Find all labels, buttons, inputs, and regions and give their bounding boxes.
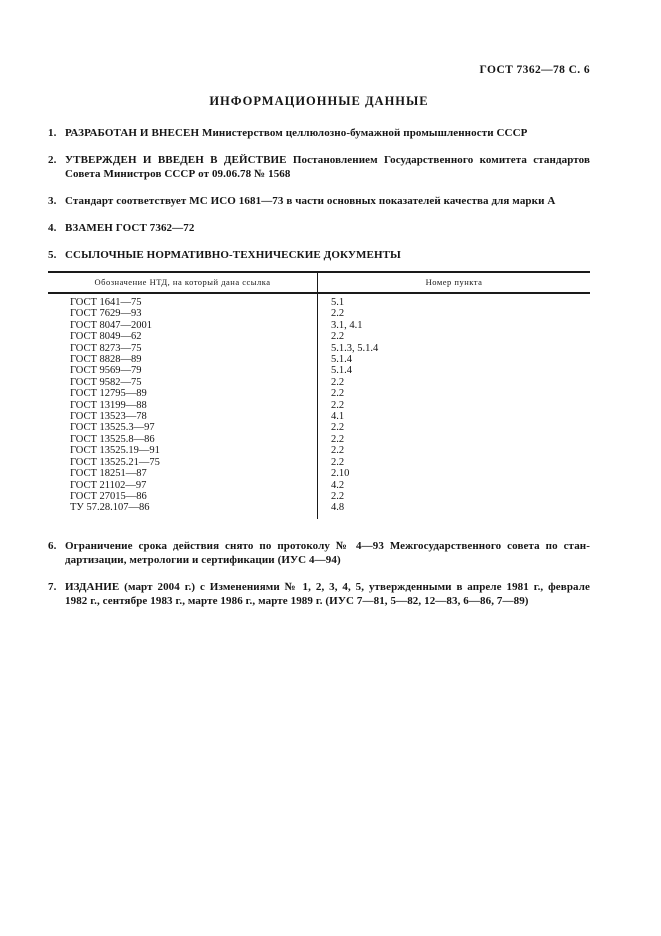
page-title: ИНФОРМАЦИОННЫЕ ДАННЫЕ [209,94,429,108]
item-text-line: УТВЕРЖДЕН И ВВЕДЕН В ДЕЙСТВИЕ Постановлением Государственного комитета стандартов [65,154,590,166]
table-row [48,377,590,388]
table-row [48,491,590,502]
clause-number-cell: 2.10 [331,468,350,480]
ntd-designation-cell: ГОСТ 18251—87 [48,468,318,479]
table-row [48,343,590,354]
table-row [48,434,590,445]
table-row [48,457,590,468]
table-row [48,294,590,308]
item-number: 1. [48,127,57,139]
ntd-designation-cell: ГОСТ 13525.8—86 [48,434,318,445]
clause-number-cell: 2.2 [331,422,345,434]
list-item-5 [48,248,590,262]
item-text-line: Стандарт соответствует МС ИСО 1681—73 в части основных показателей качества для марки А [65,195,556,207]
table-row [48,388,590,399]
clause-number-cell: 2.2 [331,388,345,400]
item-text-line: 1982 г., сентябре 1983 г., марте 1986 г., марте 1989 г. (ИУС 7—81, 5—82, 12—83, 6—86, 7—89) [65,594,529,607]
table-row [48,480,590,491]
item-text-line: РАЗРАБОТАН И ВНЕСЕН Министерством целлюлозно-бумажной промышленности СССР [65,127,528,139]
clause-number-cell: 2.2 [331,399,345,411]
ntd-designation-cell: ГОСТ 27015—86 [48,491,318,502]
item-text-line: ИЗДАНИЕ (март 2004 г.) с Изменениями № 1, 2, 3, 4, 5, утвержденными в апреле 1981 г., феврале [65,580,590,593]
table-header-row [48,271,590,294]
item-number: 4. [48,222,57,234]
clause-number-cell: 3.1, 4.1 [331,319,363,331]
list-item-2 [48,153,590,181]
clause-number-cell: 2.2 [331,376,345,388]
table-row [48,354,590,365]
table-row [48,320,590,331]
page-header: ГОСТ 7362—78 С. 6 [479,64,590,76]
item-text-line: ССЫЛОЧНЫЕ НОРМАТИВНО-ТЕХНИЧЕСКИЕ ДОКУМЕНТЫ [65,249,401,261]
item-text-line: Совета Министров СССР от 09.06.78 № 1568 [65,168,291,180]
ntd-designation-cell: ГОСТ 8273—75 [48,343,318,354]
clause-number-cell: 4.2 [331,479,345,491]
clause-number-cell: 2.2 [331,308,345,320]
ntd-designation-cell: ГОСТ 13525.19—91 [48,445,318,456]
clause-number-cell: 2.2 [331,445,345,457]
table-row [48,365,590,376]
clause-number-cell: 5.1.4 [331,365,352,377]
clause-number-cell: 2.2 [331,331,345,343]
ntd-designation-cell: ГОСТ 8828—89 [48,354,318,365]
ntd-designation-cell: ГОСТ 9582—75 [48,377,318,388]
ntd-designation-cell: ГОСТ 13525.3—97 [48,422,318,433]
table-row [48,422,590,433]
ntd-designation-cell: ГОСТ 13525.21—75 [48,457,318,468]
item-text-line: ВЗАМЕН ГОСТ 7362—72 [65,222,195,234]
item-number: 3. [48,195,57,207]
clause-number-cell: 4.8 [331,502,345,514]
table-row [48,400,590,411]
table-row [48,502,590,513]
item-text-line: дартизации, метрологии и сертификации (ИУС 4—94) [65,553,341,566]
list-item-1 [48,126,590,140]
item-number: 5. [48,249,57,261]
table-row [48,468,590,479]
table-row [48,331,590,342]
ntd-designation-cell: ГОСТ 1641—75 [48,294,318,308]
table-body [48,294,590,514]
clause-number-cell: 2.2 [331,456,345,468]
item-number: 6. [48,539,57,552]
ntd-designation-cell: ГОСТ 8047—2001 [48,320,318,331]
item-text-line: Ограничение срока действия снято по протоколу № 4—93 Межгосударственного совета по стан- [65,539,590,552]
table-row [48,411,590,422]
clause-number-cell: 4.1 [331,411,345,423]
table-divider-stub [48,514,590,519]
table-row [48,308,590,319]
clause-number-cell: 5.1.4 [331,354,352,366]
list-item-4 [48,221,590,235]
ntd-designation-header: Обозначение НТД, на который дана ссылка [48,273,318,292]
ntd-designation-cell: ГОСТ 13523—78 [48,411,318,422]
item-number: 7. [48,580,57,593]
list-item-3 [48,194,590,208]
references-table [48,271,590,519]
ntd-designation-cell: ГОСТ 7629—93 [48,308,318,319]
clause-number-cell: 5.1 [331,297,345,308]
clause-number-header: Номер пункта [425,277,483,287]
ntd-designation-cell: ГОСТ 13199—88 [48,400,318,411]
ntd-designation-cell: ГОСТ 21102—97 [48,480,318,491]
ntd-designation-cell: ТУ 57.28.107—86 [48,502,318,513]
ntd-designation-cell: ГОСТ 8049—62 [48,331,318,342]
ntd-designation-cell: ГОСТ 12795—89 [48,388,318,399]
item-number: 2. [48,154,57,166]
clause-number-cell: 2.2 [331,433,345,445]
clause-number-cell: 5.1.3, 5.1.4 [331,342,379,354]
table-row [48,445,590,456]
ntd-designation-cell: ГОСТ 9569—79 [48,365,318,376]
clause-number-cell: 2.2 [331,490,345,502]
list-item-6 [48,539,590,567]
list-item-7 [48,580,590,608]
